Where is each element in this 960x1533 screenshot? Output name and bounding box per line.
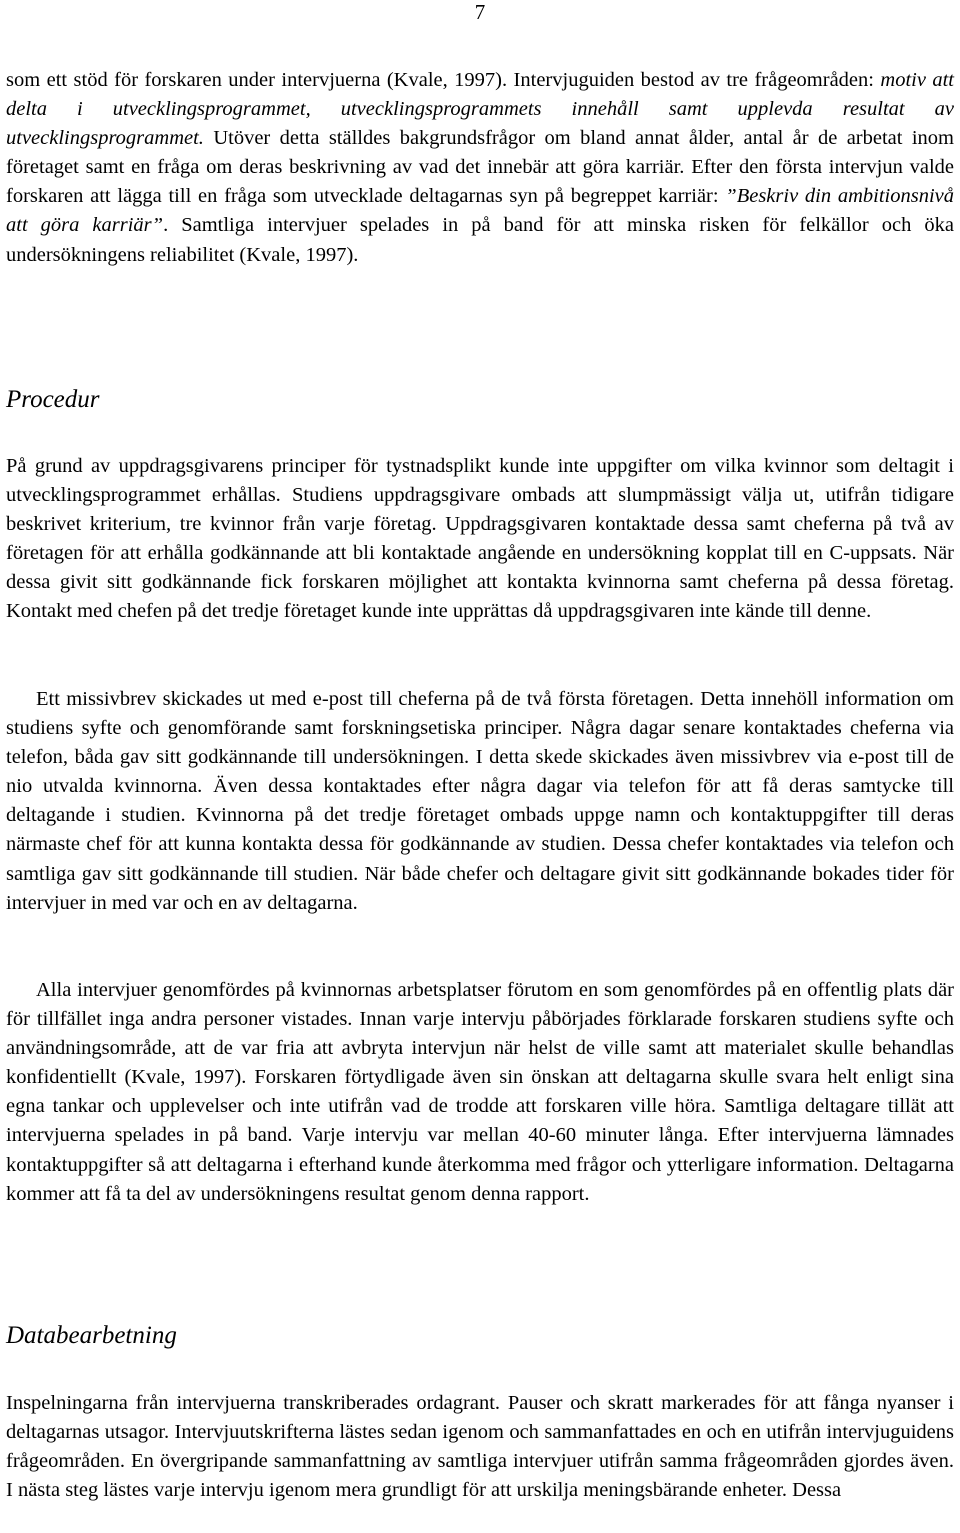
page-number: 7 [474, 0, 486, 24]
intro-italic-2: ”Beskriv din ambitionsnivå att göra karriär” [6, 185, 954, 237]
intro-text-2: Utöver detta ställdes bakgrundsfrågor om bland annat ålder, antal år de arbetat inom företaget samt en fråga om deras beskrivning av vad det innebär att göra karriär. Efter den första intervjun valde forskaren att lägga till en fråga som utvecklade deltagarnas syn på begreppet karriär: [6, 127, 954, 208]
intro-italic-1: motiv att delta i utvecklingsprogrammet, utvecklingsprogrammets innehåll samt upplevda resultat av utvecklingsprogrammet. [6, 69, 955, 150]
heading-procedur: Procedur [6, 386, 100, 413]
procedur-paragraph-3: Alla intervjuer genomfördes på kvinnornas arbetsplatser förutom en som genomfördes på en offentlig plats där för tillfället inga andra personer vistades. Innan varje intervju påbörjades förklarade forskaren studiens syfte och användningsområde, att de var fria att avbryta intervjun när helst de ville samt att materialet skulle behandlas konfidentiellt (Kvale, 1997). Forskaren förtydligade även sin önskan att deltagarna skulle svara helt enligt sina egna tankar och upplevelser och inte utifrån vad de trodde att forskaren ville höra. Samtliga deltagare tillät att intervjuerna spelades in på band. Varje intervju var mellan 40-60 minuter långa. Efter intervjuerna lämnades kontaktuppgifter så att deltagarna i efterhand kunde återkomma med frågor och ytterligare information. Deltagarna kommer att få ta del av undersökningens resultat genom denna rapport. [6, 979, 954, 1205]
intro-paragraph [6, 66, 954, 270]
procedur-paragraph-1: På grund av uppdragsgivarens principer för tystnadsplikt kunde inte uppgifter om vilka kvinnor som deltagit i utvecklingsprogrammet erhållas. Studiens uppdragsgivare ombads att slumpmässigt välja ut, utifrån tidigare beskrivet kriterium, tre kvinnor från varje företag. Uppdragsgivaren kontaktade dessa samt cheferna på två av företagen för att erhålla godkännande att bli kontaktade angående en undersökning kopplat till en C-uppsats. När dessa givit sitt godkännande fick forskaren möjlighet att kontakta kvinnorna samt cheferna på dessa företag. Kontakt med chefen på det tredje företaget kunde inte upprättas då uppdragsgivaren inte kände till denne. [6, 455, 954, 623]
procedur-paragraph-2: Ett missivbrev skickades ut med e-post till cheferna på de två första företagen. Detta innehöll information om studiens syfte och genomförande samt forskningsetiska principer. Några dagar senare kontaktades cheferna via telefon, båda gav sitt godkännande till undersökningen. I detta skede skickades även missivbrev via e-post till de nio utvalda kvinnorna. Även dessa kontaktades efter några dagar via telefon för att få deras samtycke till deltagande i studien. Kvinnorna på det tredje företaget ombads uppge namn och kontaktuppgifter till deras närmaste chef för att kunna kontakta dessa för godkännande av studien. Dessa chefer kontaktades via telefon och samtliga gav sitt godkännande till studien. När både chefer och deltagare givit sitt godkännande bokades tider för intervjuer in med var och en av deltagarna. [6, 688, 954, 914]
intro-text-3: . Samtliga intervjuer spelades in på band för att minska risken för felkällor och öka undersökningens reliabilitet (Kvale, 1997). [6, 214, 954, 266]
databearbetning-paragraph: Inspelningarna från intervjuerna transkriberades ordagrant. Pauser och skratt markerades för att fånga nyanser i deltagarnas utsagor. Intervjuutskrifterna lästes sedan igenom och sammanfattades en och en utifrån intervjuguidens frågeområden. En övergripande sammanfattning av samtliga intervjuer utifrån samma frågeområden gjordes även. I nästa steg lästes varje intervju igenom mera grundligt för att urskilja meningsbärande enheter. Dessa [6, 1392, 954, 1502]
intro-text-1: som ett stöd för forskaren under intervjuerna (Kvale, 1997). Intervjuguiden bestod av tre frågeområden: [6, 69, 881, 91]
heading-databearbetning: Databearbetning [6, 1322, 177, 1349]
